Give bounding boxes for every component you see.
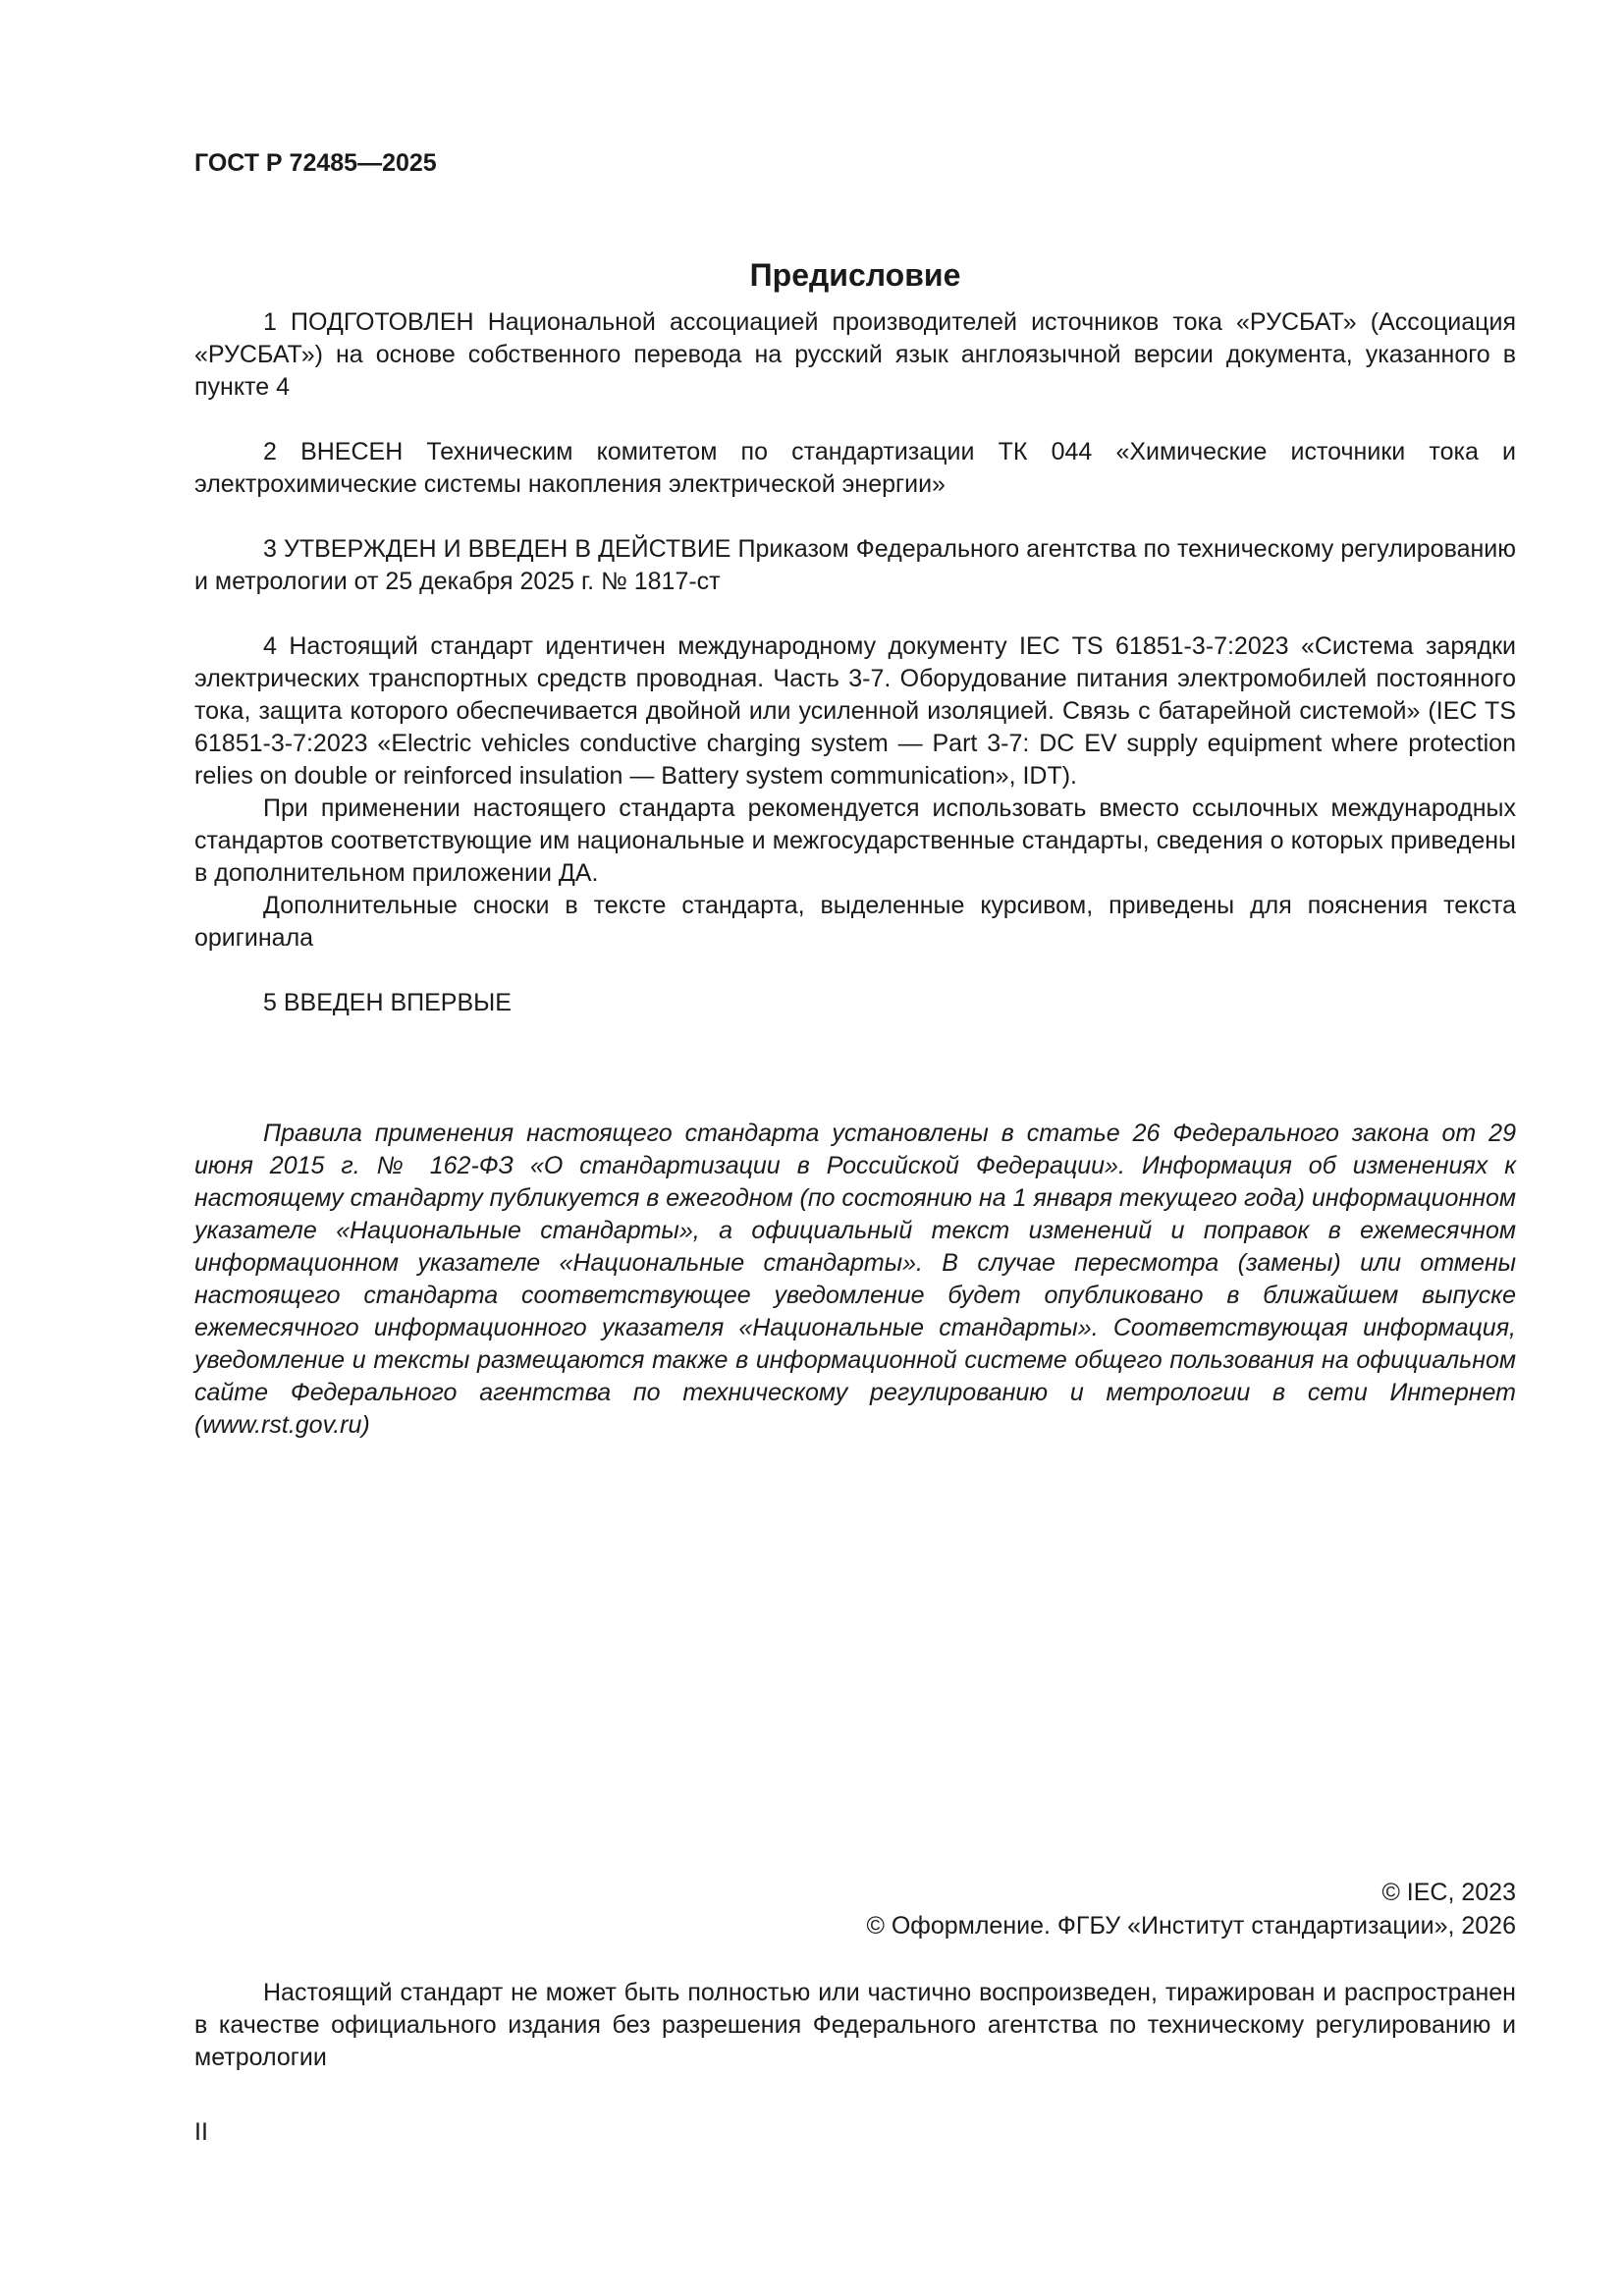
foreword-item-2: 2 ВНЕСЕН Техническим комитетом по стандартизации ТК 044 «Химические источники тока и электрохимические системы накопления электрической энергии» [194,438,1516,498]
copyright-layout: © Оформление. ФГБУ «Институт стандартизации», 2026 [866,1912,1516,1940]
reproduction-notice-block [194,1977,1516,2074]
page-content [194,147,1516,1442]
foreword-title: Предисловие [749,257,961,293]
foreword-item-4: 4 Настоящий стандарт идентичен международному документу IEC TS 61851-3-7:2023 «Система зарядки электрических транспортных средств проводная. Часть 3-7. Оборудование питания электромобилей постоянного тока, защита которого обеспечивается двойной или усиленной изоляцией. Связь с батарейной системой» (IEC TS 61851-3-7:2023 «Electric vehicles conductive charging system — Part 3-7: DC EV supply equipment where protection relies on double or reinforced insulation — Battery system communication», IDT). [194,632,1516,790]
foreword-item-3: 3 УТВЕРЖДЕН И ВВЕДЕН В ДЕЙСТВИЕ Приказом Федерального агентства по техническому регулированию и метрологии от 25 декабря 2025 г. № 1817-ст [194,535,1516,595]
foreword-item-1: 1 ПОДГОТОВЛЕН Национальной ассоциацией производителей источников тока «РУСБАТ» (Ассоциация «РУСБАТ») на основе собственного перевода на русский язык англоязычной версии документа, указанного в пункте 4 [194,308,1516,401]
document-code: ГОСТ Р 72485—2025 [194,149,437,177]
foreword-item-4-references: При применении настоящего стандарта рекомендуется использовать вместо ссылочных международных стандартов соответствующие им национальные и межгосударственные стандарты, сведения о которых приведены в дополнительном приложении ДА. [194,794,1516,887]
foreword-item-4-footnotes: Дополнительные сноски в тексте стандарта, выделенные курсивом, приведены для пояснения текста оригинала [194,892,1516,952]
copyright-iec: © IEC, 2023 [1381,1879,1516,1906]
rules-notice: Правила применения настоящего стандарта установлены в статье 26 Федерального закона от 29 июня 2015 г. № 162-ФЗ «О стандартизации в Российской Федерации». Информация об изменениях к настоящему стандарту публикуется в ежегодном (по состоянию на 1 января текущего года) информационном указателе «Национальные стандарты», а официальный текст изменений и поправок в ежемесячном информационном указателе «Национальные стандарты». В случае пересмотра (замены) или отмены настоящего стандарта соответствующее уведомление будет опубликовано в ближайшем выпуске ежемесячного информационного указателя «Национальные стандарты». Соответствующая информация, уведомление и тексты размещаются также в информационной системе общего пользования на официальном сайте Федерального агентства по техническому регулированию и метрологии в сети Интернет (www.rst.gov.ru) [194,1120,1517,1439]
reproduction-notice: Настоящий стандарт не может быть полностью или частично воспроизведен, тиражирован и распространен в качестве официального издания без разрешения Федерального агентства по техническому регулированию и метрологии [194,1979,1516,2071]
page-number: II [194,2118,208,2146]
copyright-block [194,1876,1516,1942]
foreword-item-5: 5 ВВЕДЕН ВПЕРВЫЕ [263,989,512,1016]
